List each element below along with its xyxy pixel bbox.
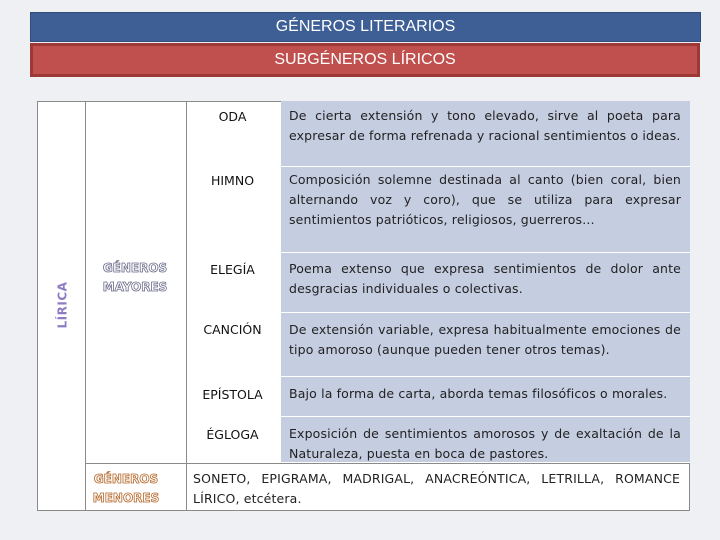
genre-label [44, 276, 80, 334]
term-egloga: ÉGLOGA [206, 427, 259, 442]
desc-himno: Composición solemne destinada al canto (bien coral, bien alternando voz y coro), que se utiliza para expresar sentimientos patrióticos, religiosos, guerreros… [289, 172, 681, 227]
column-divider [186, 101, 187, 511]
menores-label-line2: MENORES [92, 491, 160, 505]
page-title: GÉNEROS LITERARIOS [30, 12, 701, 42]
page-subtitle: SUBGÉNEROS LÍRICOS [30, 43, 700, 77]
term-himno: HIMNO [210, 173, 255, 188]
genre-label-text: LÍRICA [55, 281, 70, 329]
term-oda: ODA [218, 109, 247, 124]
desc-menores: SONETO, EPIGRAMA, MADRIGAL, ANACREÓNTICA, LETRILLA, ROMANCE LÍRICO, etcétera. [193, 471, 680, 506]
menores-label-line1: GÉNEROS [93, 472, 159, 486]
mayores-label-line1: GÉNEROS [102, 261, 168, 275]
term-elegia: ELEGÍA [210, 262, 255, 277]
desc-oda: De cierta extensión y tono elevado, sirve al poeta para expresar de forma refrenada y racional sentimientos o ideas. [289, 108, 681, 143]
menores-label [86, 470, 166, 508]
desc-egloga: Exposición de sentimientos amorosos y de exaltación de la Naturaleza, puesta en boca de pastores. [289, 426, 681, 461]
mayores-label [96, 259, 174, 297]
desc-epistola: Bajo la forma de carta, aborda temas filosóficos o morales. [289, 386, 668, 401]
column-divider [85, 101, 86, 511]
term-epistola: EPÍSTOLA [202, 387, 263, 402]
desc-elegia: Poema extenso que expresa sentimientos de dolor ante desgracias individuales o colectivas. [289, 261, 681, 296]
term-cancion: CANCIÓN [203, 322, 262, 337]
mayores-label-line2: MAYORES [102, 280, 168, 294]
desc-cancion: De extensión variable, expresa habitualmente emociones de tipo amoroso (aunque pueden tener otros temas). [289, 322, 681, 357]
